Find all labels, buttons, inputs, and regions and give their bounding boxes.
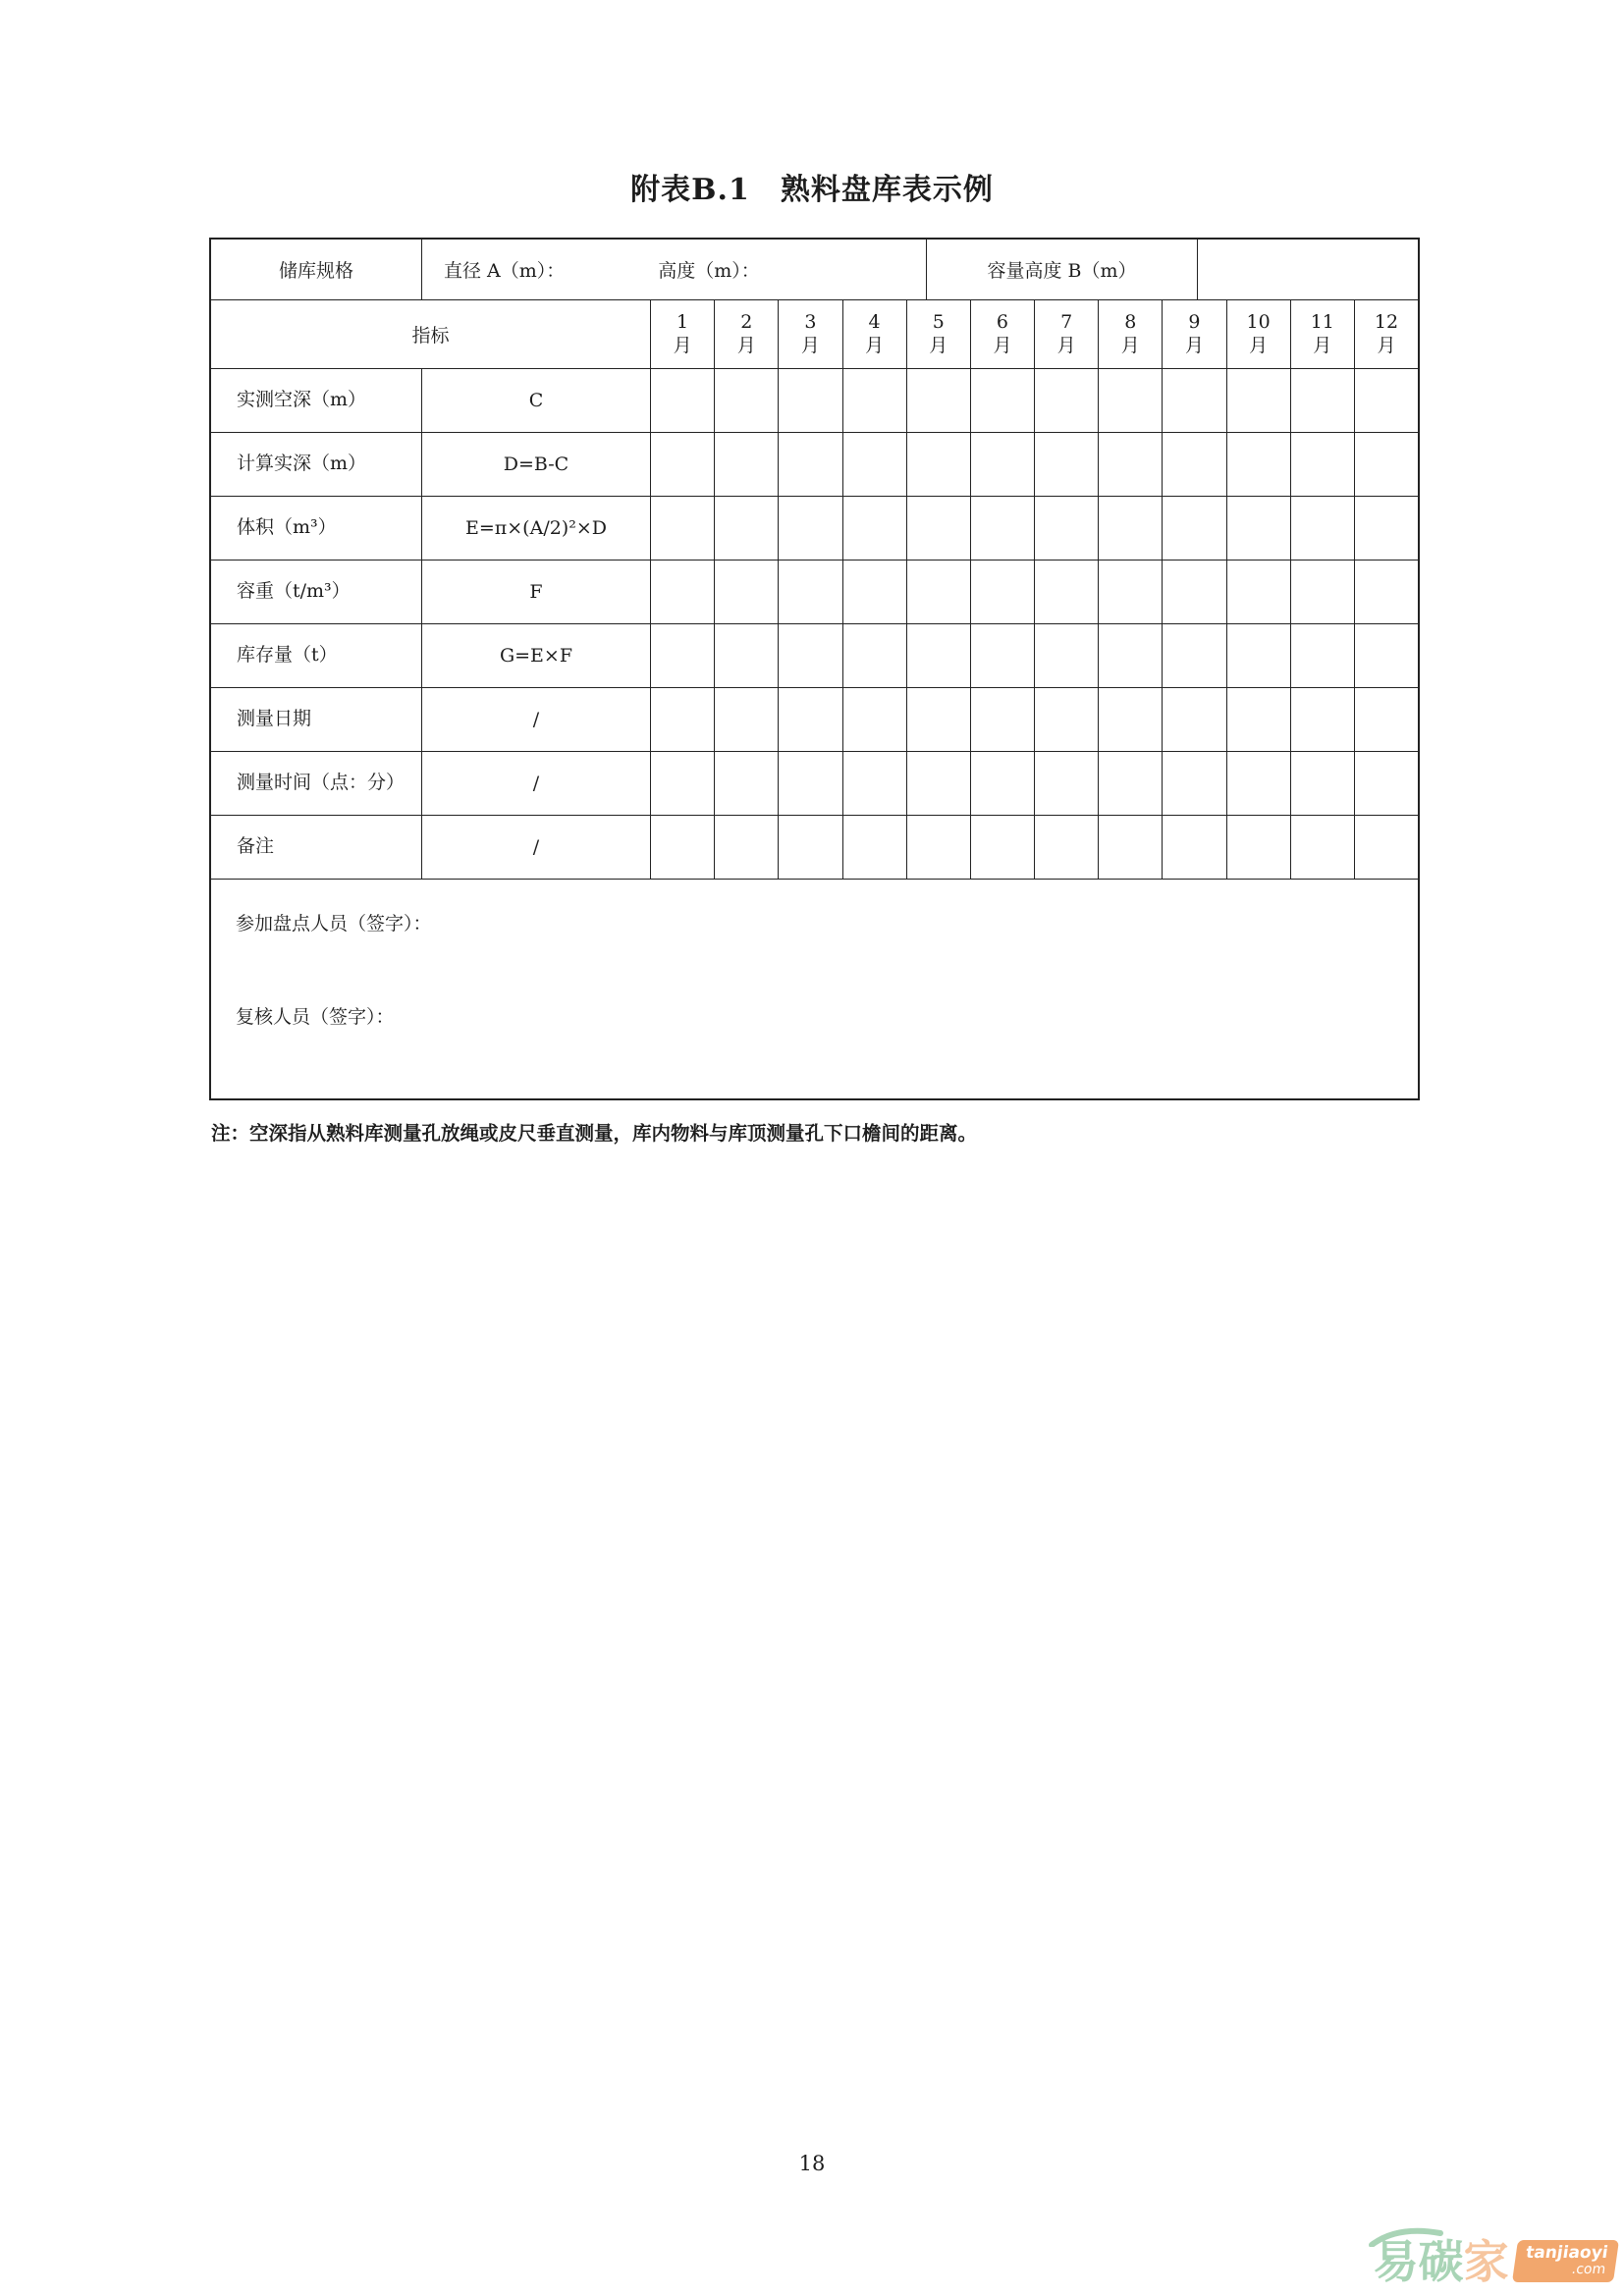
empty-data-cell [1035, 369, 1099, 432]
empty-data-cell [1163, 497, 1226, 560]
month-header-cell: 11 月 [1291, 300, 1355, 368]
empty-data-cell [715, 752, 779, 815]
empty-data-cell [1227, 688, 1291, 751]
empty-data-cell [971, 497, 1035, 560]
empty-data-cell [1227, 497, 1291, 560]
empty-data-cell [1163, 561, 1226, 623]
empty-data-cell [843, 369, 907, 432]
empty-data-cell [715, 561, 779, 623]
empty-data-cell [1227, 816, 1291, 879]
row-formula: / [422, 816, 651, 879]
row-formula: G=E×F [422, 624, 651, 687]
table-row-calculated-depth [211, 433, 1418, 497]
empty-data-cell [843, 816, 907, 879]
empty-data-cell [1099, 433, 1163, 496]
empty-data-cell [1099, 688, 1163, 751]
empty-data-cell [651, 688, 715, 751]
empty-data-cell [779, 433, 842, 496]
empty-data-cell [1355, 752, 1418, 815]
row-label: 备注 [211, 816, 422, 879]
month-header-cell: 10 月 [1227, 300, 1291, 368]
table-row-remarks [211, 816, 1418, 880]
empty-data-cell [1163, 624, 1226, 687]
page-title: 附表B.1 熟料盘库表示例 [630, 173, 994, 207]
height-label: 高度（m）： [658, 260, 760, 282]
empty-data-cell [779, 816, 842, 879]
empty-data-cell [907, 624, 971, 687]
month-header-cell: 12 月 [1374, 310, 1399, 356]
table-row-bulk-density [211, 561, 1418, 624]
participants-signature-label: 参加盘点人员（签字）： [236, 913, 432, 934]
table-row-measure-time [211, 752, 1418, 816]
table-row-volume [211, 497, 1418, 561]
empty-data-cell [1291, 816, 1355, 879]
empty-data-cell [715, 497, 779, 560]
empty-data-cell [1099, 752, 1163, 815]
empty-data-cell [651, 752, 715, 815]
empty-data-cell [1227, 752, 1291, 815]
empty-data-cell [1035, 624, 1099, 687]
row-formula: / [422, 688, 651, 751]
empty-data-cell [1227, 561, 1291, 623]
watermark-swoosh-icon [1368, 2223, 1444, 2247]
empty-data-cell [715, 816, 779, 879]
diameter-label: 直径 A（m）： [444, 260, 566, 282]
empty-data-cell [1355, 369, 1418, 432]
row-formula: / [422, 752, 651, 815]
empty-data-cell [1355, 497, 1418, 560]
indicator-header-cell: 指标 [211, 300, 651, 368]
empty-data-cell [843, 688, 907, 751]
row-label: 测量时间（点：分） [211, 752, 422, 815]
row-label: 体积（m³） [211, 497, 422, 560]
empty-data-cell [1291, 561, 1355, 623]
empty-data-cell [1035, 816, 1099, 879]
row-formula: E=π×(A/2)²×D [422, 497, 651, 560]
empty-data-cell [1355, 688, 1418, 751]
table-row-measured-depth [211, 369, 1418, 433]
empty-data-cell [1291, 369, 1355, 432]
reviewer-signature-label: 复核人员（签字）： [236, 1006, 395, 1028]
empty-data-cell [1291, 752, 1355, 815]
watermark-char-jia: 家 [1463, 2235, 1509, 2288]
row-label: 测量日期 [211, 688, 422, 751]
empty-data-cell [715, 433, 779, 496]
months-header-row [211, 300, 1418, 369]
empty-data-cell [971, 688, 1035, 751]
empty-data-cell [907, 497, 971, 560]
empty-data-cell [1163, 369, 1226, 432]
empty-data-cell [1035, 688, 1099, 751]
empty-data-cell [1099, 369, 1163, 432]
watermark-char-yi: 易 [1373, 2235, 1419, 2288]
empty-data-cell [907, 369, 971, 432]
empty-data-cell [1291, 433, 1355, 496]
table-row-measure-date [211, 688, 1418, 752]
month-header-cell: 7 月 [1035, 300, 1099, 368]
empty-data-cell [907, 816, 971, 879]
empty-data-cell [1355, 433, 1418, 496]
empty-data-cell [1163, 688, 1226, 751]
empty-data-cell [907, 561, 971, 623]
empty-data-cell [715, 688, 779, 751]
empty-data-cell [1099, 561, 1163, 623]
month-header-cell: 1 月 [651, 300, 715, 368]
empty-data-cell [1291, 624, 1355, 687]
empty-data-cell [715, 369, 779, 432]
watermark-brand-text [1373, 2235, 1509, 2288]
empty-data-cell [1099, 624, 1163, 687]
month-header-cell: 5 月 [907, 300, 971, 368]
empty-data-cell [971, 624, 1035, 687]
empty-data-cell [971, 752, 1035, 815]
empty-data-cell [1035, 561, 1099, 623]
row-formula: F [422, 561, 651, 623]
empty-data-cell [1291, 688, 1355, 751]
month-header-cell: 2 月 [715, 300, 779, 368]
empty-data-cell [1035, 752, 1099, 815]
watermark-logo [1373, 2235, 1616, 2288]
table-note [211, 1118, 1311, 1146]
spec-row [211, 240, 1418, 300]
empty-data-cell [651, 497, 715, 560]
month-header-cell: 9 月 [1163, 300, 1226, 368]
empty-data-cell [1355, 624, 1418, 687]
month-header-cell: 4 月 [843, 300, 907, 368]
row-label: 容重（t/m³） [211, 561, 422, 623]
empty-data-cell [971, 369, 1035, 432]
empty-data-cell [1099, 497, 1163, 560]
empty-data-cell [907, 688, 971, 751]
empty-data-cell [843, 752, 907, 815]
empty-data-cell [651, 369, 715, 432]
empty-data-cell [1227, 369, 1291, 432]
empty-data-cell [1163, 433, 1226, 496]
empty-data-cell [1035, 433, 1099, 496]
empty-data-cell [971, 816, 1035, 879]
empty-data-cell [1355, 816, 1418, 879]
empty-data-cell [843, 561, 907, 623]
empty-data-cell [843, 433, 907, 496]
empty-data-cell [1099, 816, 1163, 879]
empty-data-cell [651, 433, 715, 496]
spec-label-cell: 储库规格 [211, 240, 422, 299]
empty-data-cell [779, 752, 842, 815]
month-header-cell: 3 月 [779, 300, 842, 368]
empty-data-cell [971, 433, 1035, 496]
row-label: 库存量（t） [211, 624, 422, 687]
empty-data-cell [1227, 433, 1291, 496]
empty-data-cell [1355, 561, 1418, 623]
empty-data-cell [1035, 497, 1099, 560]
watermark-domain-name: tanjiaoyi [1524, 2243, 1609, 2264]
empty-data-cell [715, 624, 779, 687]
note-text: 空深指从熟料库测量孔放绳或皮尺垂直测量，库内物料与库顶测量孔下口檐间的距离。 [249, 1122, 978, 1145]
empty-data-cell [779, 624, 842, 687]
watermark-domain-tld: .com [1570, 2262, 1606, 2277]
empty-data-cell [971, 561, 1035, 623]
empty-data-cell [1163, 816, 1226, 879]
empty-data-cell [779, 497, 842, 560]
spec-dimensions-cell [422, 240, 927, 299]
signature-block [211, 880, 1418, 1098]
empty-data-cell [843, 497, 907, 560]
spec-empty-cell [1198, 240, 1418, 299]
row-label: 实测空深（m） [211, 369, 422, 432]
month-header-cell: 8 月 [1099, 300, 1163, 368]
row-formula: D=B-C [422, 433, 651, 496]
empty-data-cell [651, 561, 715, 623]
empty-data-cell [779, 369, 842, 432]
empty-data-cell [651, 816, 715, 879]
empty-data-cell [1291, 497, 1355, 560]
empty-data-cell [907, 433, 971, 496]
table-row-stock [211, 624, 1418, 688]
empty-data-cell [907, 752, 971, 815]
capacity-height-cell: 容量高度 B（m） [927, 240, 1198, 299]
empty-data-cell [779, 561, 842, 623]
watermark-char-tan: 碳 [1418, 2235, 1464, 2288]
note-label: 注： [211, 1122, 250, 1145]
row-label: 计算实深（m） [211, 433, 422, 496]
page-number: 18 [798, 2152, 826, 2175]
row-formula: C [422, 369, 651, 432]
inventory-table [209, 238, 1420, 1100]
empty-data-cell [1227, 624, 1291, 687]
empty-data-cell [1163, 752, 1226, 815]
empty-data-cell [779, 688, 842, 751]
watermark-domain-badge [1512, 2240, 1619, 2282]
month-header-cell: 6 月 [971, 300, 1035, 368]
empty-data-cell [843, 624, 907, 687]
empty-data-cell [651, 624, 715, 687]
